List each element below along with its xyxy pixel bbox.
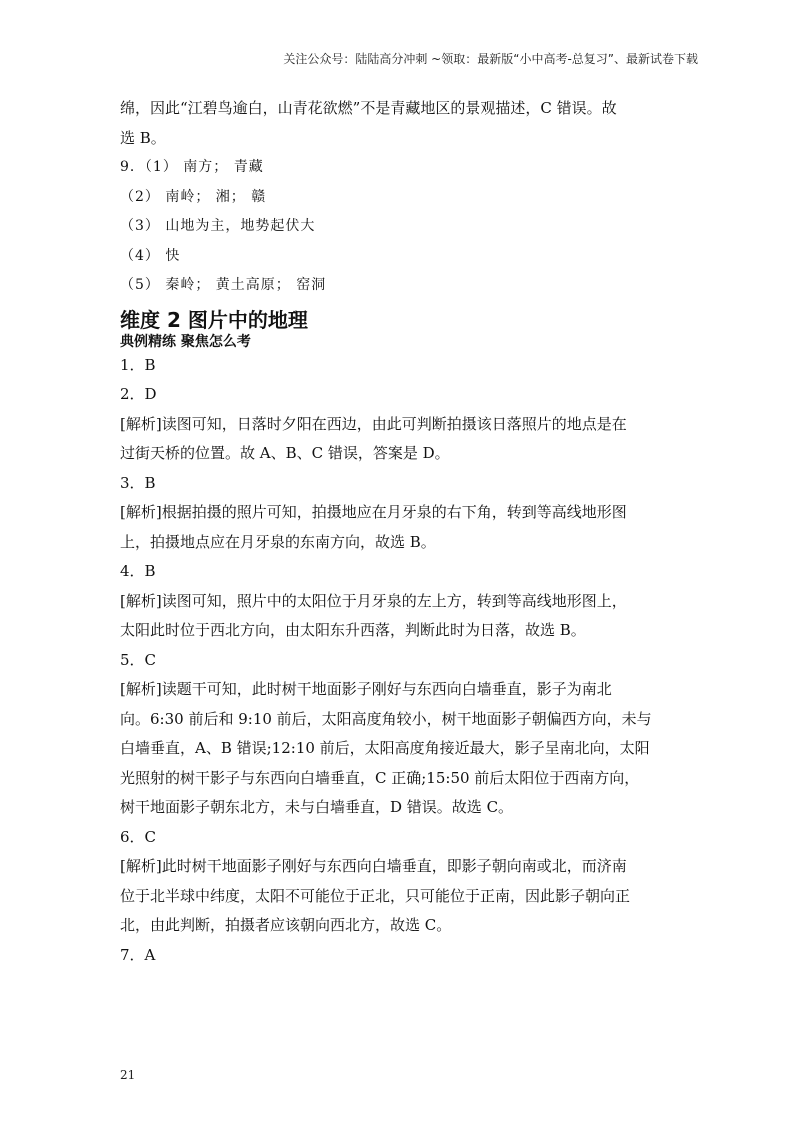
section-subtitle: 典例精练 聚焦怎么考	[120, 333, 251, 350]
intro-line: 绵，因此“江碧鸟逾白，山青花欲燃”不是青藏地区的景观描述，C 错误。故	[120, 99, 617, 117]
answer-line: 4．B	[120, 562, 156, 580]
q9-answer-line: （2） 南岭； 湘； 赣	[120, 188, 267, 205]
page-header: 关注公众号：陆陆高分冲刺 ~领取：最新版“小中高考-总复习”、最新试卷下载	[283, 52, 698, 66]
answer-line: 位于北半球中纬度，太阳不可能位于正北，只可能位于正南，因此影子朝向正	[120, 886, 631, 905]
q9-answer-line: （3） 山地为主，地势起伏大	[120, 218, 316, 234]
answer-line: 太阳此时位于西北方向，由太阳东升西落，判断此时为日落，故选 B。	[120, 621, 586, 639]
answer-line: 向。6:30 前后和 9:10 前后，太阳高度角较小，树干地面影子朝偏西方向，未与	[120, 709, 652, 728]
q9-answer-line: 9．（1） 南方； 青藏	[120, 159, 264, 175]
answer-line: [解析]根据拍摄的照片可知，拍摄地应在月牙泉的右下角，转到等高线地形图	[120, 503, 627, 521]
answer-line: [解析]读图可知，照片中的太阳位于月牙泉的左上方，转到等高线地形图上，	[120, 591, 627, 610]
answer-line: 5．C	[120, 650, 157, 669]
q9-answer-line: （4） 快	[120, 247, 181, 264]
answer-line: 1．B	[120, 355, 156, 374]
answer-line: 上，拍摄地点应在月牙泉的东南方向，故选 B。	[120, 532, 436, 551]
answer-line: [解析]读图可知，日落时夕阳在西边，由此可判断拍摄该日落照片的地点是在	[120, 414, 627, 433]
intro-line: 选 B。	[120, 128, 166, 147]
answer-line: 3．B	[120, 473, 156, 492]
q9-answer-line: （5） 秦岭； 黄土高原； 窑洞	[120, 277, 327, 293]
answer-line: 7．A	[120, 945, 156, 964]
answer-line: 6．C	[120, 827, 157, 846]
page-number: 21	[120, 1068, 136, 1082]
answer-line: [解析]此时树干地面影子刚好与东西向白墙垂直，即影子朝向南或北，而济南	[120, 857, 627, 875]
answer-line: 树干地面影子朝东北方，未与白墙垂直，D 错误。故选 C。	[120, 798, 514, 816]
answer-line: 过街天桥的位置。故 A、B、C 错误，答案是 D。	[120, 444, 450, 462]
answer-line: 北，由此判断，拍摄者应该朝向西北方，故选 C。	[120, 916, 452, 934]
document-body	[120, 94, 686, 970]
answer-line: 光照射的树干影子与东西向白墙垂直，C 正确;15:50 前后太阳位于西南方向，	[120, 768, 640, 787]
answer-line: [解析]读题干可知，此时树干地面影子刚好与东西向白墙垂直，影子为南北	[120, 680, 612, 698]
section-title: 维度 2 图片中的地理	[120, 307, 308, 332]
answer-line: 2．D	[120, 385, 157, 403]
answer-line: 白墙垂直，A、B 错误;12:10 前后，太阳高度角接近最大，影子呈南北向，太阳	[120, 739, 650, 757]
